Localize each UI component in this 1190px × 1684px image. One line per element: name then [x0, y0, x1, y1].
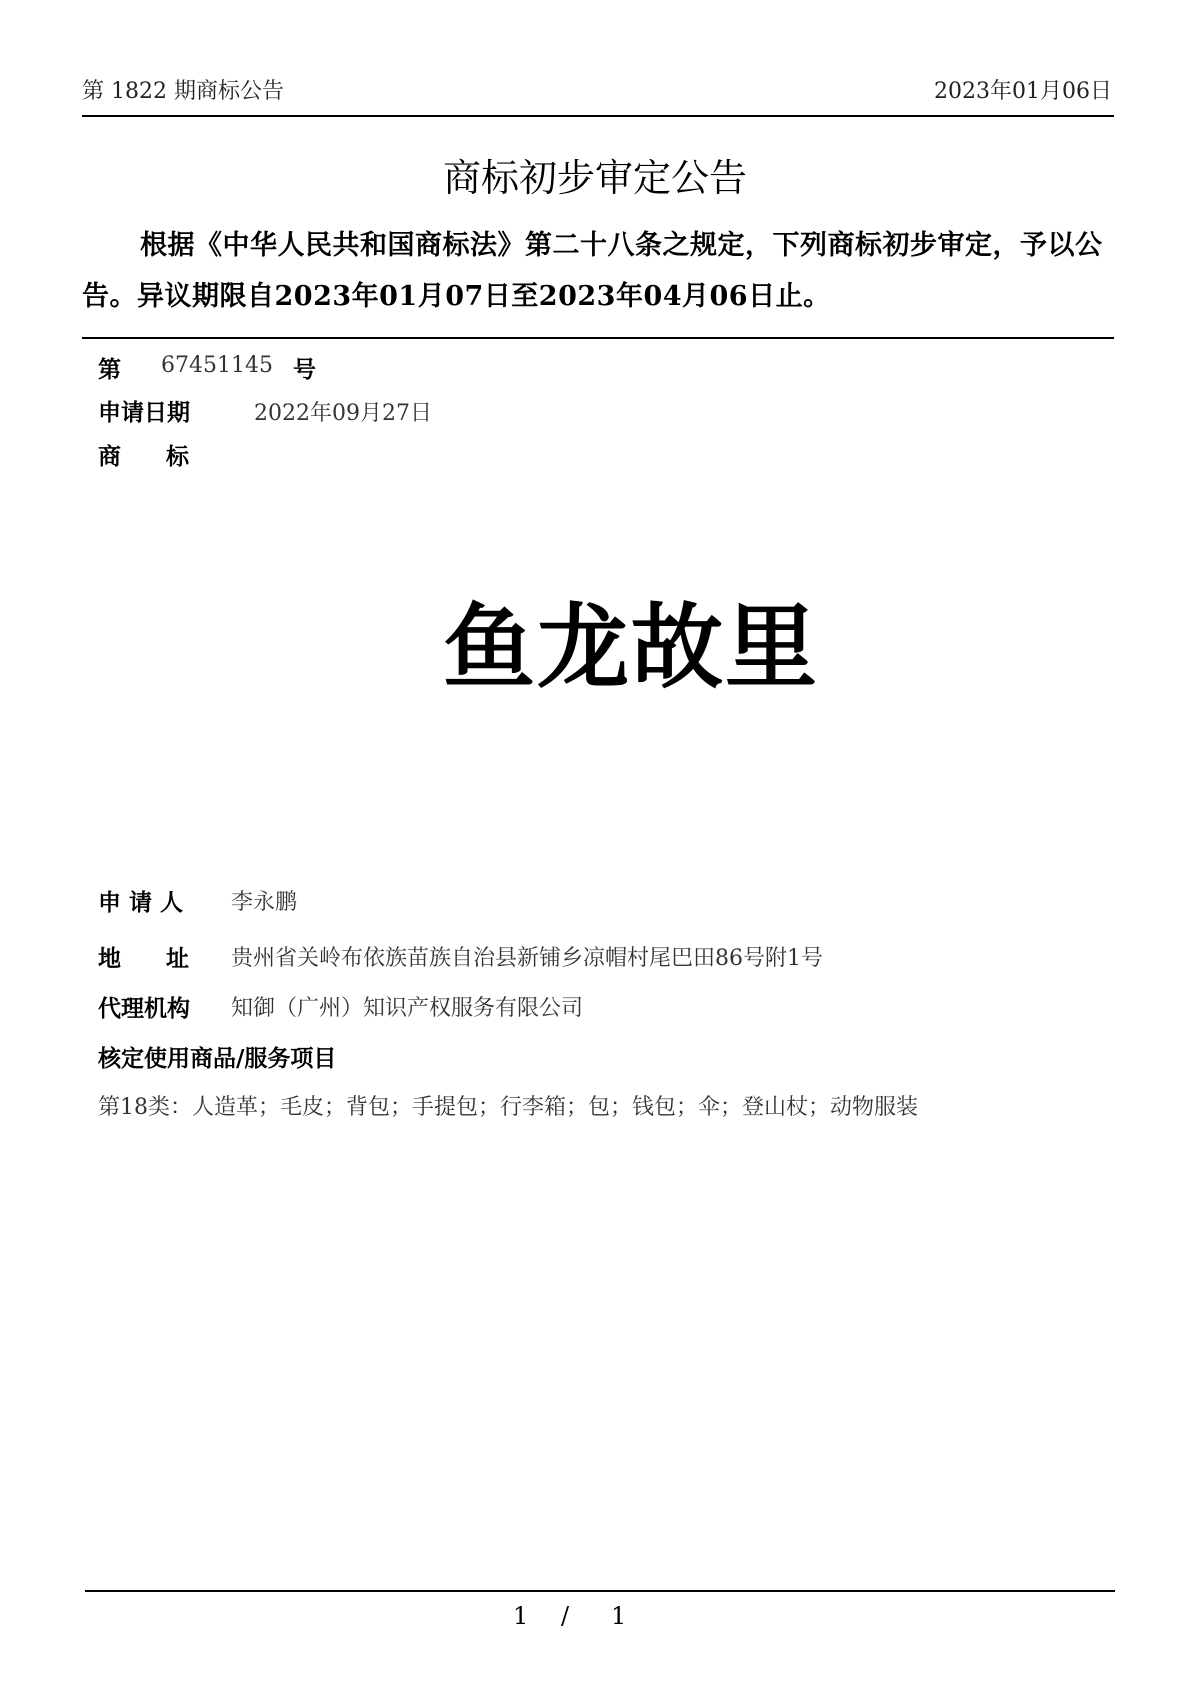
agent-name: 知御（广州）知识产权服务有限公司	[231, 996, 584, 1021]
section-rule	[82, 337, 1114, 339]
number-prefix: 第	[98, 356, 121, 383]
trademark-image: 鱼龙故里	[442, 594, 819, 701]
goods-label: 核定使用商品/服务项目	[98, 1045, 337, 1072]
mark-label-2: 标	[166, 443, 189, 470]
page-total: 1	[611, 1602, 627, 1630]
header-rule	[82, 115, 1114, 117]
page-number: 1	[513, 1602, 529, 1630]
issue-number: 第 1822 期商标公告	[82, 79, 284, 104]
applicant-name: 李永鹏	[231, 890, 298, 915]
registration-number: 67451145	[161, 353, 273, 378]
agent-label: 代理机构	[98, 995, 190, 1022]
footer-rule	[85, 1590, 1115, 1592]
intro-paragraph: 根据《中华人民共和国商标法》第二十八条之规定，下列商标初步审定，予以公告。异议期限自2023年01月07日至2023年04月06日止。	[82, 230, 1103, 312]
goods-list: 第18类：人造革；毛皮；背包；手提包；行李箱；包；钱包；伞；登山杖；动物服装	[98, 1095, 918, 1120]
page-separator: /	[561, 1602, 570, 1630]
applicant-address: 贵州省关岭布依族苗族自治县新铺乡凉帽村尾巴田86号附1号	[231, 946, 823, 971]
application-date: 2022年09月27日	[254, 401, 432, 426]
page-title: 商标初步审定公告	[442, 156, 747, 200]
number-suffix: 号	[293, 356, 316, 383]
mark-label-1: 商	[98, 443, 121, 470]
address-label-2: 址	[166, 945, 189, 972]
address-label-1: 地	[98, 945, 121, 972]
applicant-label: 申 请 人	[98, 889, 184, 916]
application-date-label: 申请日期	[98, 399, 190, 426]
issue-date: 2023年01月06日	[934, 79, 1112, 104]
